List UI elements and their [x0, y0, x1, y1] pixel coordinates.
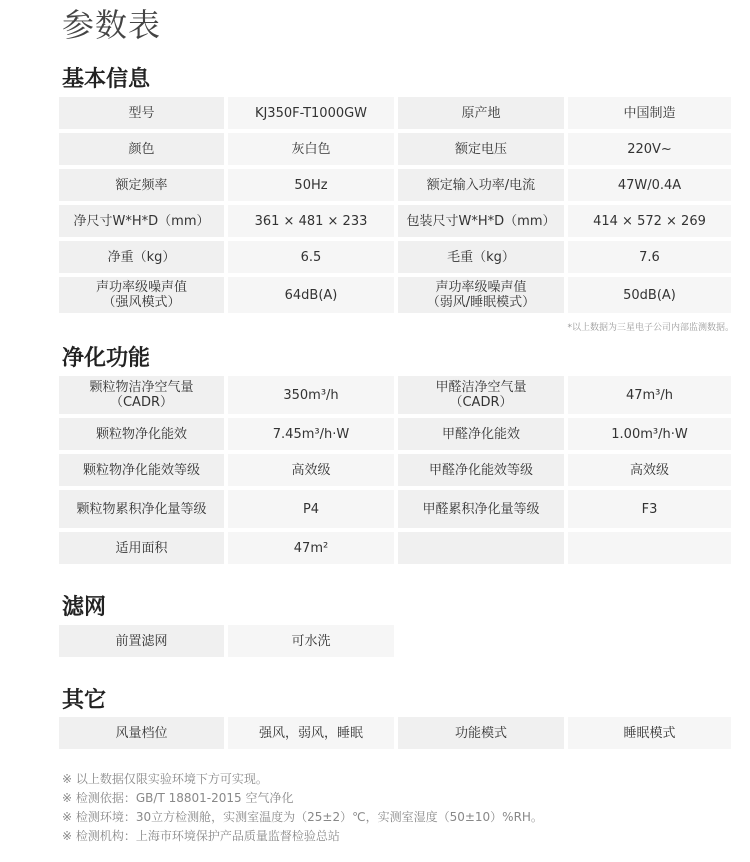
filter-table	[59, 625, 735, 661]
spec-label: 额定电压	[398, 133, 564, 165]
spec-value: 7.6	[568, 241, 731, 273]
spec-label: 包装尺寸W*H*D（mm）	[398, 205, 564, 237]
spec-label: 声功率级噪声值 （强风模式）	[59, 277, 224, 313]
spec-label: 型号	[59, 97, 224, 129]
spec-label: 颜色	[59, 133, 224, 165]
spec-label: 功能模式	[398, 717, 564, 749]
spec-value: 7.45m³/h·W	[228, 418, 394, 450]
spec-label: 甲醛累积净化量等级	[398, 490, 564, 528]
table-row	[59, 532, 735, 564]
spec-label: 风量档位	[59, 717, 224, 749]
spec-value: 灰白色	[228, 133, 394, 165]
spec-value: 1.00m³/h·W	[568, 418, 731, 450]
table-row	[59, 277, 735, 313]
filter-heading: 滤网	[62, 595, 107, 620]
footnote: ※ 检测机构：上海市环境保护产品质量监督检验总站	[62, 829, 340, 843]
spec-value: 6.5	[228, 241, 394, 273]
basic-info-heading: 基本信息	[62, 67, 151, 92]
spec-value: 高效级	[568, 454, 731, 486]
spec-label-empty	[398, 532, 564, 564]
data-source-note: *以上数据为三星电子公司内部监测数据。	[567, 323, 734, 333]
spec-value-empty	[568, 532, 731, 564]
spec-value: 中国制造	[568, 97, 731, 129]
spec-label: 前置滤网	[59, 625, 224, 657]
spec-label: 颗粒物净化能效	[59, 418, 224, 450]
other-heading: 其它	[62, 688, 107, 713]
table-row	[59, 717, 735, 749]
table-row	[59, 376, 735, 414]
other-table	[59, 717, 735, 753]
spec-value: 64dB(A)	[228, 277, 394, 313]
table-row	[59, 97, 735, 129]
spec-value: 47m²	[228, 532, 394, 564]
spec-label: 颗粒物洁净空气量 （CADR）	[59, 376, 224, 414]
spec-value: 强风，弱风，睡眠	[228, 717, 394, 749]
spec-value: 220V~	[568, 133, 731, 165]
spec-value: 361 × 481 × 233	[228, 205, 394, 237]
spec-label: 颗粒物累积净化量等级	[59, 490, 224, 528]
spec-label: 声功率级噪声值 （弱风/睡眠模式）	[398, 277, 564, 313]
table-row	[59, 169, 735, 201]
spec-value: F3	[568, 490, 731, 528]
spec-value: KJ350F-T1000GW	[228, 97, 394, 129]
spec-value: 可水洗	[228, 625, 394, 657]
spec-label: 额定频率	[59, 169, 224, 201]
spec-value: 47m³/h	[568, 376, 731, 414]
table-row	[59, 205, 735, 237]
spec-label: 甲醛净化能效	[398, 418, 564, 450]
table-row	[59, 490, 735, 528]
spec-value: 50dB(A)	[568, 277, 731, 313]
table-row	[59, 241, 735, 273]
footnotes	[62, 772, 543, 848]
spec-label: 适用面积	[59, 532, 224, 564]
spec-value: 350m³/h	[228, 376, 394, 414]
spec-label: 原产地	[398, 97, 564, 129]
spec-label: 甲醛净化能效等级	[398, 454, 564, 486]
purify-heading: 净化功能	[62, 346, 151, 371]
spec-label: 毛重（kg）	[398, 241, 564, 273]
spec-value: 47W/0.4A	[568, 169, 731, 201]
spec-label: 颗粒物净化能效等级	[59, 454, 224, 486]
spec-label: 净尺寸W*H*D（mm）	[59, 205, 224, 237]
footnote: ※ 以上数据仅限实验环境下方可实现。	[62, 772, 268, 786]
table-row	[59, 133, 735, 165]
footnote: ※ 检测环境：30立方检测舱，实测室温度为（25±2）℃，实测室湿度（50±10）%RH。	[62, 810, 543, 824]
spec-label: 额定输入功率/电流	[398, 169, 564, 201]
spec-value: 高效级	[228, 454, 394, 486]
page-title: 参数表	[62, 6, 162, 44]
table-row	[59, 625, 735, 657]
spec-value: 414 × 572 × 269	[568, 205, 731, 237]
spec-value: P4	[228, 490, 394, 528]
table-row	[59, 418, 735, 450]
table-row	[59, 454, 735, 486]
basic-info-table	[59, 97, 735, 317]
spec-value: 50Hz	[228, 169, 394, 201]
purify-table	[59, 376, 735, 568]
footnote: ※ 检测依据：GB/T 18801-2015 空气净化	[62, 791, 294, 805]
spec-value: 睡眠模式	[568, 717, 731, 749]
spec-label: 净重（kg）	[59, 241, 224, 273]
spec-label: 甲醛洁净空气量 （CADR）	[398, 376, 564, 414]
